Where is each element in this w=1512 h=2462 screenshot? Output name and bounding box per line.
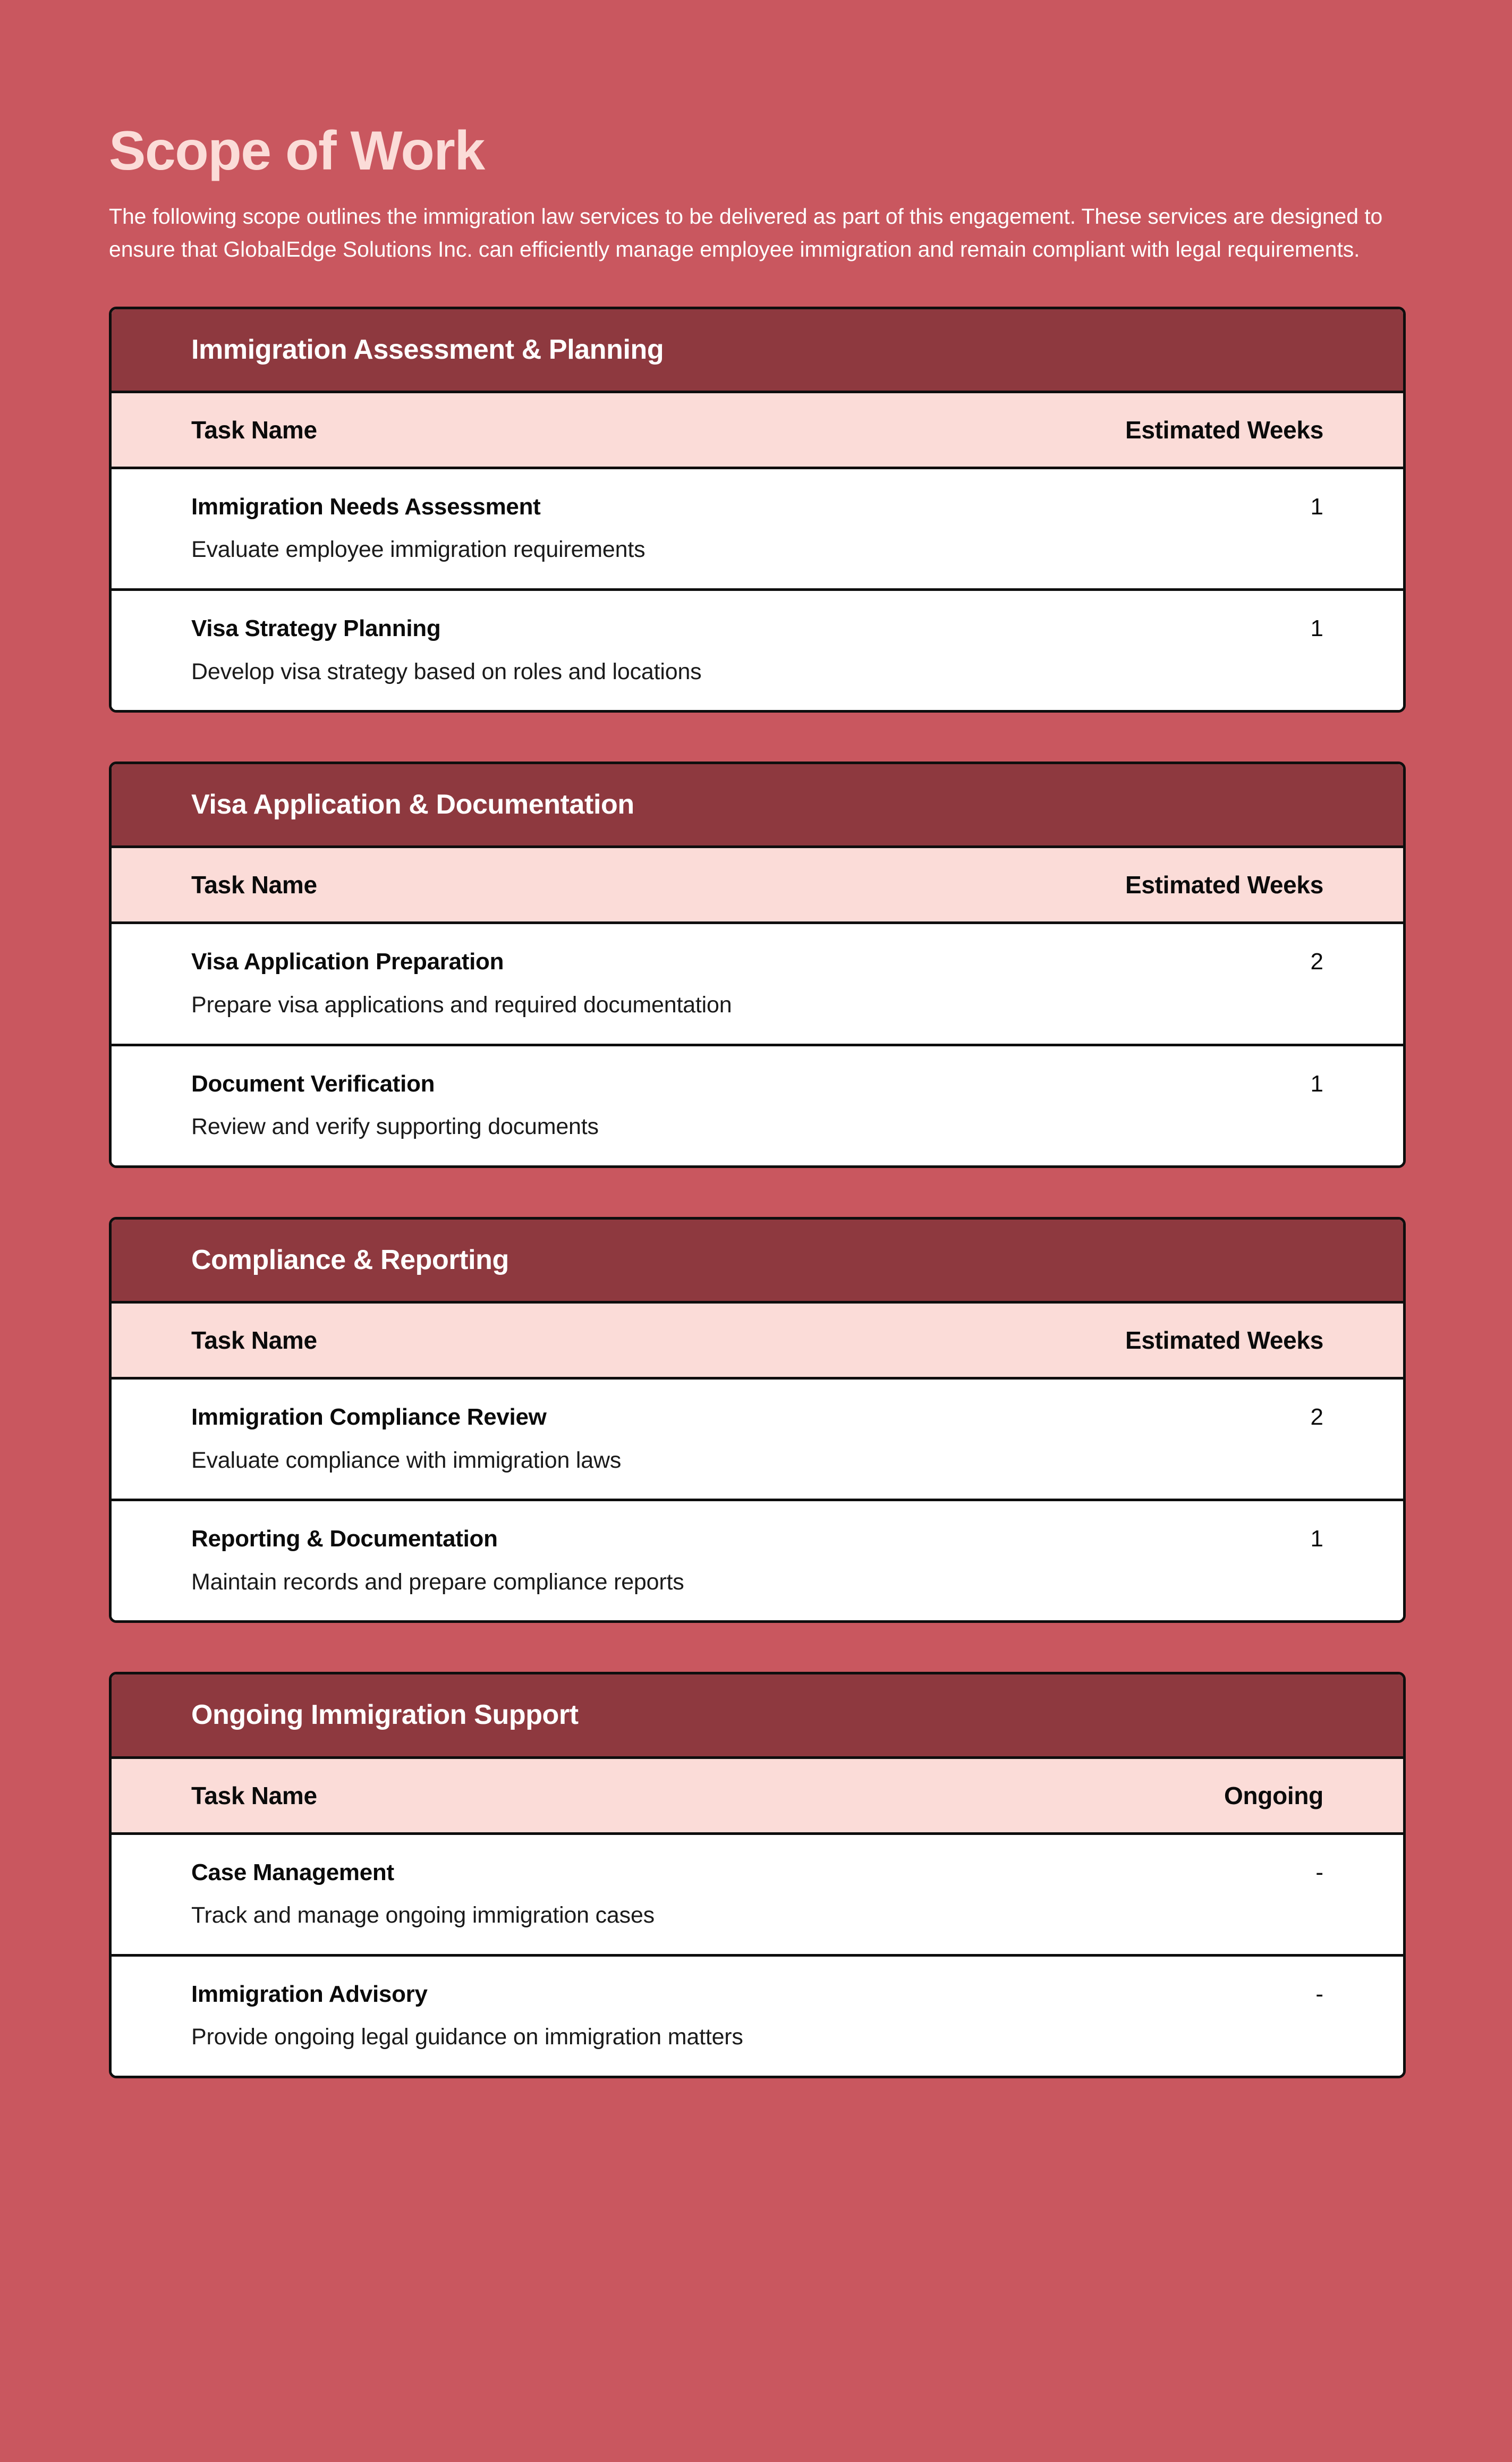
task-name: Immigration Compliance Review — [191, 1403, 547, 1430]
section-header — [112, 309, 1403, 391]
task-row-main — [191, 1981, 1323, 2008]
column-header-estimated-weeks: Estimated Weeks — [1125, 871, 1323, 899]
task-name: Immigration Advisory — [191, 1981, 428, 2007]
page-title: Scope of Work — [109, 120, 485, 182]
task-name: Reporting & Documentation — [191, 1526, 498, 1552]
column-header-task-name: Task Name — [191, 416, 317, 444]
task-weeks-value: 1 — [1310, 1526, 1323, 1552]
table-row — [112, 1044, 1403, 1165]
column-header-estimated-weeks: Estimated Weeks — [1125, 1326, 1323, 1354]
column-header-row — [112, 845, 1403, 921]
task-name: Visa Strategy Planning — [191, 615, 441, 641]
task-weeks-value: 1 — [1310, 493, 1323, 520]
task-rows — [112, 921, 1403, 1165]
task-row-main — [191, 615, 1323, 642]
task-row-main — [191, 1404, 1323, 1431]
task-description: Prepare visa applications and required documentation — [191, 992, 732, 1018]
column-header-task-name: Task Name — [191, 1781, 317, 1809]
column-header-row — [112, 1301, 1403, 1377]
task-description: Track and manage ongoing immigration cases — [191, 1902, 655, 1928]
column-header-task-name: Task Name — [191, 1326, 317, 1354]
section-title: Ongoing Immigration Support — [191, 1699, 579, 1731]
task-weeks-value: - — [1315, 1859, 1323, 1885]
table-row — [112, 1499, 1403, 1620]
task-rows — [112, 1832, 1403, 2076]
task-name: Immigration Needs Assessment — [191, 493, 541, 520]
column-header-row — [112, 1756, 1403, 1832]
section-card-visa-application-documentation — [109, 762, 1406, 1168]
section-title: Immigration Assessment & Planning — [191, 334, 664, 365]
table-row — [112, 1832, 1403, 1954]
task-row-main — [191, 1071, 1323, 1098]
column-header-estimated-weeks: Estimated Weeks — [1125, 416, 1323, 444]
task-row-main — [191, 1526, 1323, 1553]
table-row — [112, 588, 1403, 710]
scope-sections — [0, 307, 1512, 2078]
task-rows — [112, 1377, 1403, 1620]
section-title: Visa Application & Documentation — [191, 789, 634, 820]
section-card-compliance-reporting — [109, 1217, 1406, 1623]
column-header-row — [112, 391, 1403, 467]
section-card-immigration-assessment-planning — [109, 307, 1406, 713]
column-header-ongoing: Ongoing — [1224, 1781, 1323, 1809]
task-weeks-value: 1 — [1310, 1070, 1323, 1097]
section-card-ongoing-immigration-support — [109, 1672, 1406, 2078]
section-title: Compliance & Reporting — [191, 1244, 509, 1275]
task-weeks-value: - — [1315, 1981, 1323, 2007]
table-row — [112, 467, 1403, 588]
task-description: Maintain records and prepare compliance reports — [191, 1569, 684, 1595]
table-row — [112, 921, 1403, 1043]
task-description: Review and verify supporting documents — [191, 1114, 599, 1140]
document-header — [0, 0, 1512, 266]
task-weeks-value: 2 — [1310, 1403, 1323, 1430]
task-row-main — [191, 1859, 1323, 1886]
task-row-main — [191, 949, 1323, 976]
task-weeks-value: 1 — [1310, 615, 1323, 641]
section-header — [112, 764, 1403, 845]
task-name: Case Management — [191, 1859, 394, 1885]
task-description: Provide ongoing legal guidance on immigration matters — [191, 2024, 743, 2050]
section-header — [112, 1674, 1403, 1756]
task-rows — [112, 467, 1403, 710]
table-row — [112, 1954, 1403, 2076]
task-description: Evaluate compliance with immigration laws — [191, 1447, 622, 1473]
task-description: Evaluate employee immigration requirements — [191, 537, 645, 563]
table-row — [112, 1377, 1403, 1499]
task-name: Document Verification — [191, 1070, 435, 1097]
column-header-task-name: Task Name — [191, 871, 317, 899]
task-description: Develop visa strategy based on roles and locations — [191, 658, 702, 684]
intro-paragraph: The following scope outlines the immigration law services to be delivered as part of this engagement. These services are designed to ensure that GlobalEdge Solutions Inc. can efficiently manage employee immigration and remain compliant with legal requirements. — [109, 204, 1383, 262]
section-header — [112, 1220, 1403, 1301]
task-name: Visa Application Preparation — [191, 949, 504, 975]
task-weeks-value: 2 — [1310, 949, 1323, 975]
task-row-main — [191, 494, 1323, 521]
